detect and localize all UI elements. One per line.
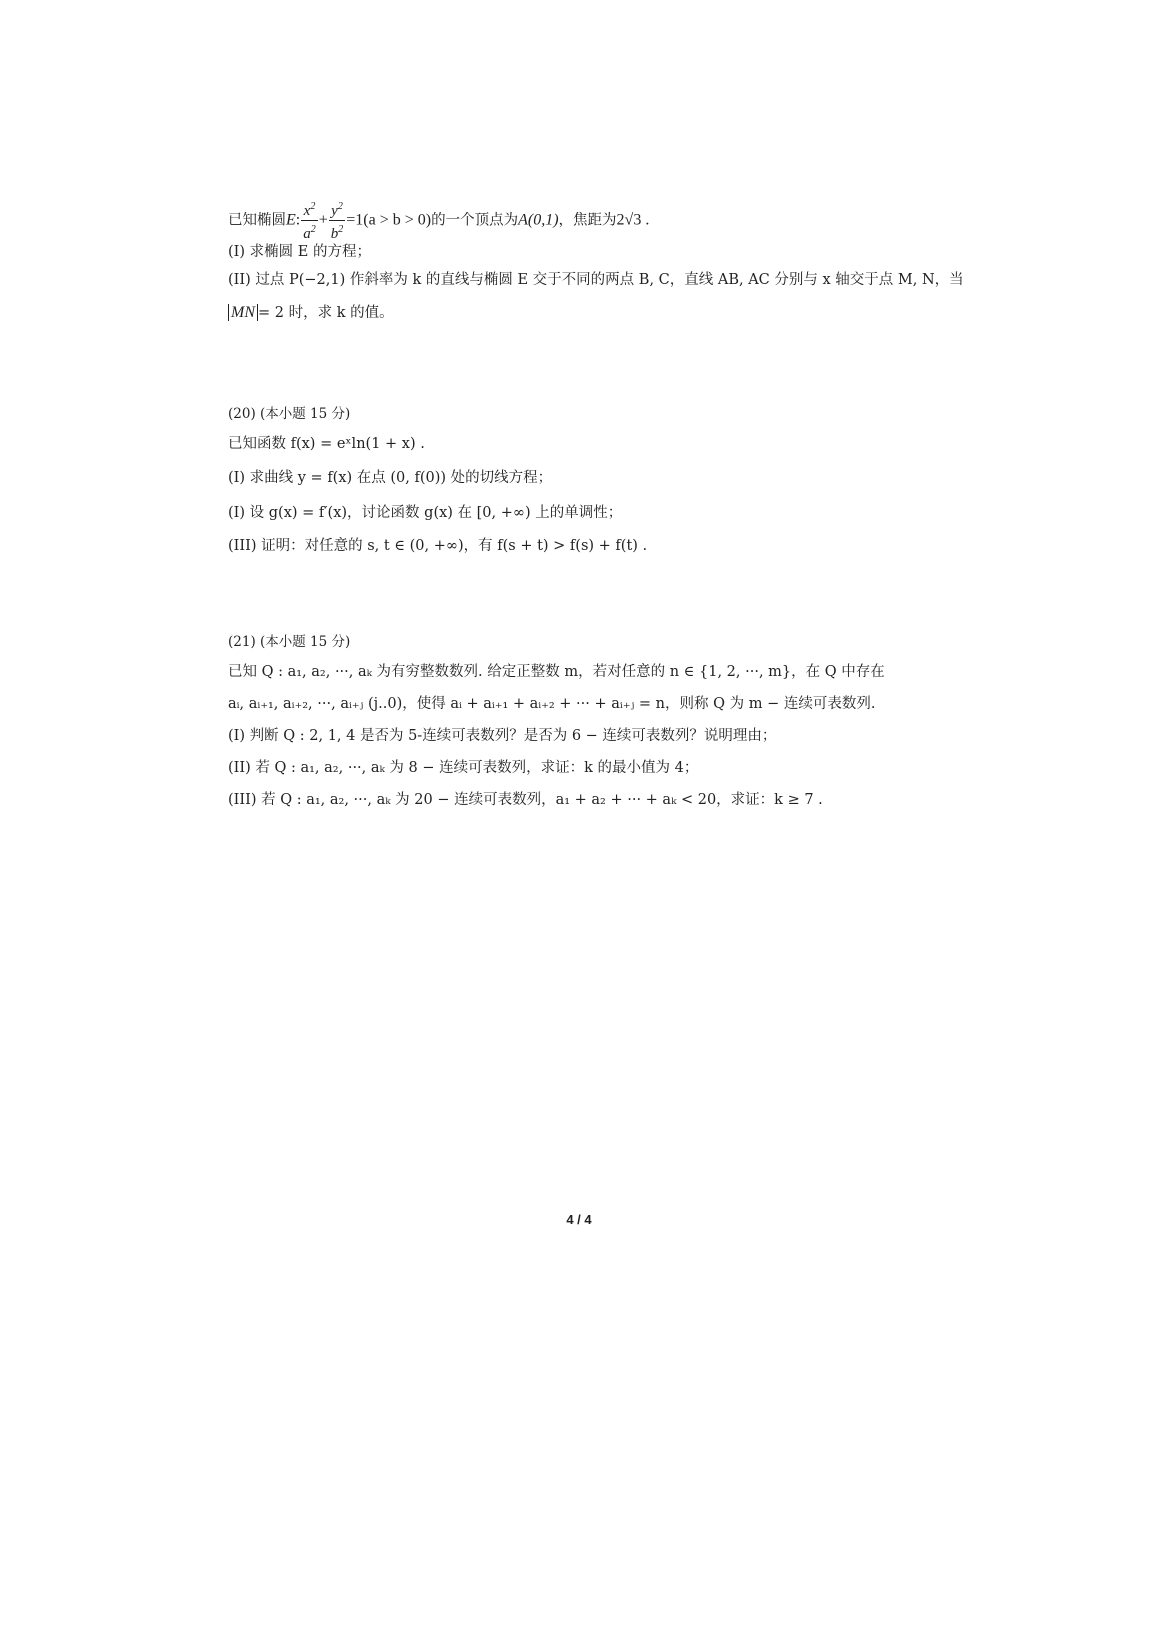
q19-intro-mid: 的一个顶点为 [431, 212, 519, 229]
q21-intro-line2: aᵢ, aᵢ₊₁, aᵢ₊₂, ···, aᵢ₊ⱼ (j..0)，使得 aᵢ + aᵢ₊₁ + aᵢ₊₂ + ··· + aᵢ₊ⱼ = n，则称 Q 为 m − 连续可表数列. [228, 696, 876, 712]
q19-part2-line2 [228, 303, 394, 323]
q21-part3: (III) 若 Q : a₁, a₂, ···, aₖ 为 20 − 连续可表数列，a₁ + a₂ + ··· + aₖ < 20，求证：k ≥ 7 . [228, 792, 823, 808]
q19-eq-tail: =1(a > b > 0) [346, 211, 432, 229]
q20-part2: (I) 设 g(x) = f′(x)，讨论函数 g(x) 在 [0, +∞) 上的单调性； [228, 505, 623, 521]
q21-part2: (II) 若 Q : a₁, a₂, ···, aₖ 为 8 − 连续可表数列，求证：k 的最小值为 4； [228, 760, 699, 776]
q21-intro-line1: 已知 Q : a₁, a₂, ···, aₖ 为有穷整数数列. 给定正整数 m，若对任意的 n ∈ {1, 2, ···, m}，在 Q 中存在 [228, 664, 885, 680]
q19-part2-line1: (II) 过点 P(−2,1) 作斜率为 k 的直线与椭圆 E 交于不同的两点 B, C，直线 AB, AC 分别与 x 轴交于点 M, N，当 [228, 272, 964, 288]
q19-intro-focal: ，焦距为 [558, 212, 617, 229]
q21-part1: (I) 判断 Q : 2, 1, 4 是否为 5-连续可表数列？是否为 6 − 连续可表数列？说明理由； [228, 728, 777, 744]
q20-part1: (I) 求曲线 y = f(x) 在点 (0, f(0)) 处的切线方程； [228, 470, 553, 486]
q19-part2-tail: = 2 时，求 k 的值。 [258, 305, 394, 321]
q19-focal-value: 2√3 [616, 211, 642, 229]
q19-part1: (I) 求椭圆 E 的方程； [228, 244, 371, 260]
q20-part3: (III) 证明：对任意的 s, t ∈ (0, +∞)，有 f(s + t) > f(s) + f(t) . [228, 538, 648, 554]
q19-vertex: A(0,1) [518, 211, 559, 229]
q19-intro-prefix: 已知椭圆 [228, 212, 286, 229]
q21-header: (21) (本小题 15 分) [228, 634, 351, 650]
q19-abs-mn: MN [228, 304, 258, 321]
page-number: 4 / 4 [566, 1212, 592, 1227]
q20-header: (20) (本小题 15 分) [228, 406, 351, 422]
q19-ellipse-name: E [286, 211, 296, 229]
q20-intro: 已知函数 f(x) = eˣln(1 + x) . [228, 436, 425, 452]
q19-fraction-x: $\frac{x^2}{a^2}$ [301, 198, 318, 243]
q19-intro-line: 已知椭圆E: $\frac{x^2}{a^2}$ + $\frac{y^2}{b^2}$ =1(a > b > 0)的一个顶点为A(0,1)，焦距为2√3 . [228, 198, 649, 243]
q19-fraction-y: $\frac{y^2}{b^2}$ [329, 198, 346, 243]
